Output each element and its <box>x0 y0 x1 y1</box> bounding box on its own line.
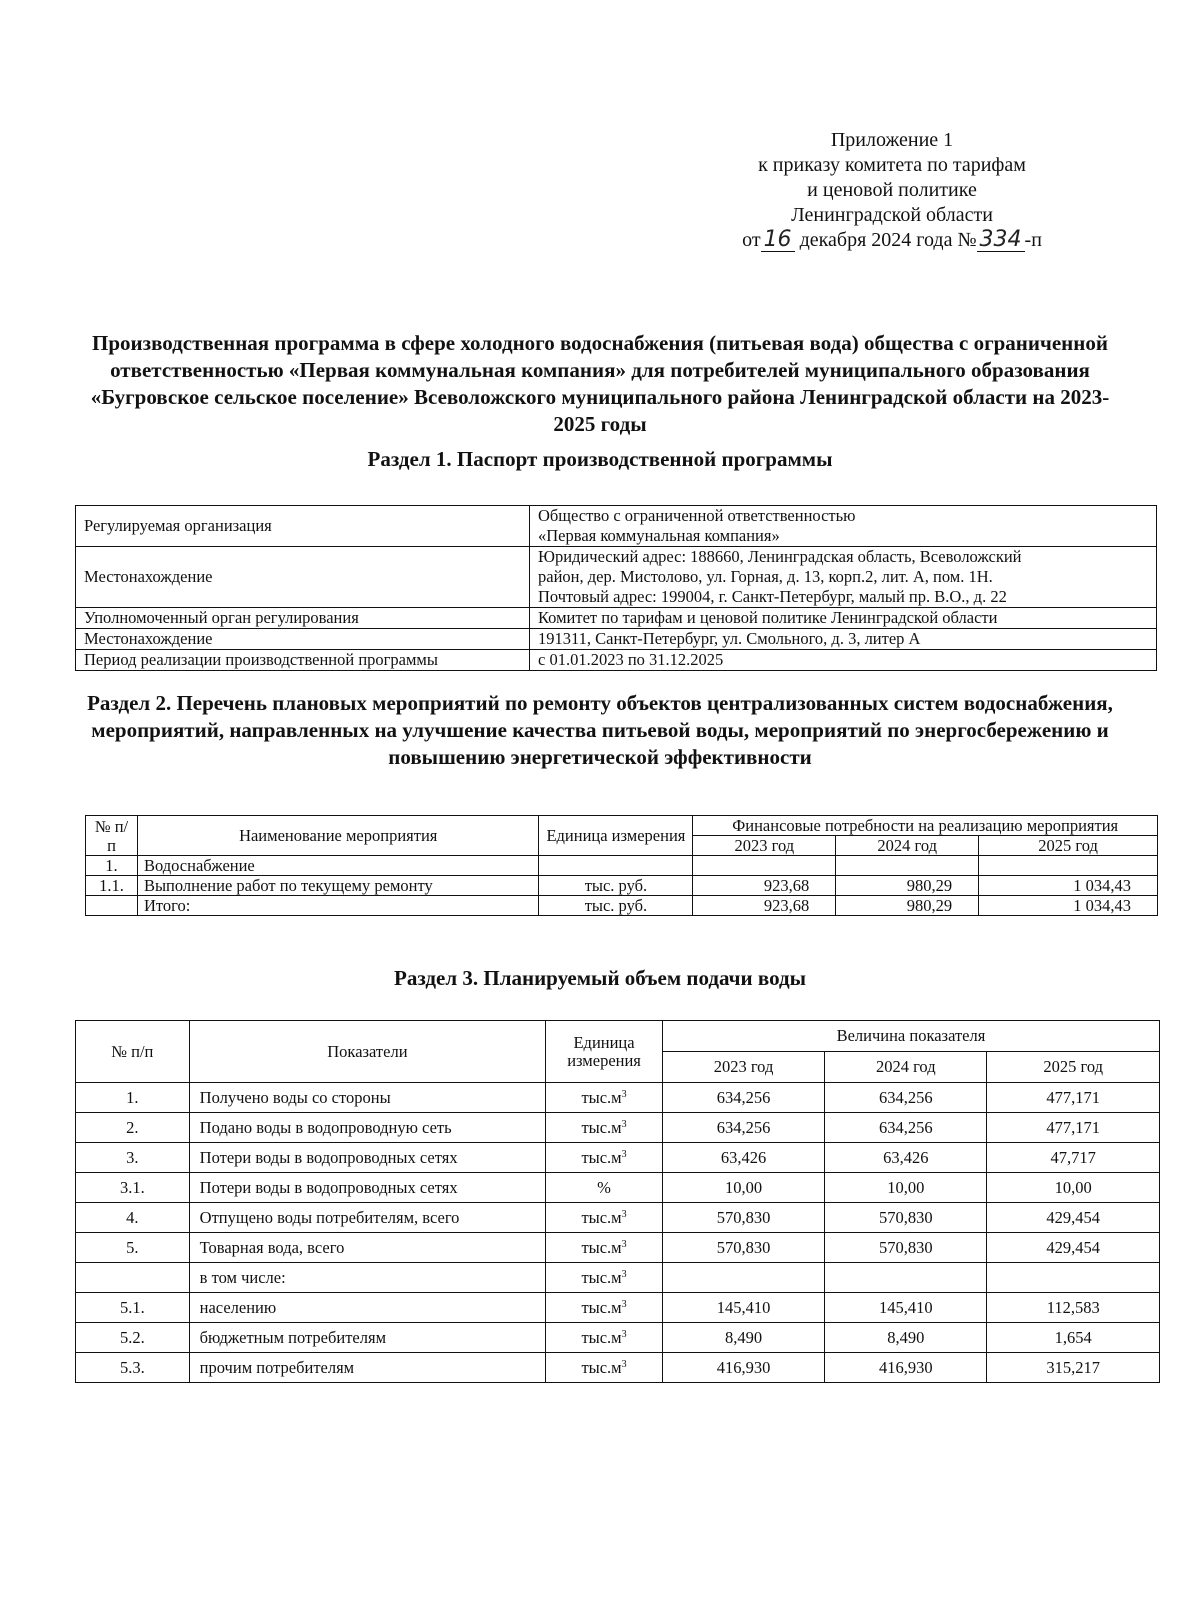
value-2025 <box>987 1263 1160 1293</box>
passport-label: Регулируемая организация <box>76 506 530 547</box>
col-header-unit: Единица измерения <box>539 816 693 856</box>
passport-value <box>530 650 1157 671</box>
passport-row <box>76 506 1157 547</box>
value-2025: 477,171 <box>987 1113 1160 1143</box>
value-2024: 8,490 <box>825 1323 987 1353</box>
unit-text: тыс.м <box>581 1117 622 1137</box>
unit-superscript: 3 <box>621 1298 627 1310</box>
passport-value <box>530 547 1157 608</box>
value-2024: 980,29 <box>836 896 979 916</box>
unit-superscript: 3 <box>621 1148 627 1160</box>
indicator-name: Отпущено воды потребителям, всего <box>189 1203 546 1233</box>
appendix-line-3: и ценовой политике <box>807 179 977 201</box>
handwritten-day: 16 <box>761 229 795 252</box>
unit-cell <box>546 1233 663 1263</box>
table-row <box>76 1143 1160 1173</box>
unit-cell <box>546 1113 663 1143</box>
passport-label: Уполномоченный орган регулирования <box>76 608 530 629</box>
unit-text: % <box>597 1177 611 1197</box>
unit-text: тыс.м <box>581 1147 622 1167</box>
passport-value-line: Комитет по тарифам и ценовой политике Ленинградской области <box>538 608 998 627</box>
passport-row <box>76 650 1157 671</box>
value-2023: 570,830 <box>662 1233 824 1263</box>
passport-value-line: Общество с ограниченной ответственностью <box>538 506 856 525</box>
indicator-name: прочим потребителям <box>189 1353 546 1383</box>
value-2024 <box>825 1263 987 1293</box>
appendix-line-4: Ленинградской области <box>791 204 993 226</box>
row-number: 1.1. <box>86 876 138 896</box>
table-row <box>76 1173 1160 1203</box>
indicator-name: бюджетным потребителям <box>189 1323 546 1353</box>
table-row <box>86 856 1158 876</box>
row-number: 1. <box>76 1083 190 1113</box>
unit-text: тыс.м <box>581 1207 622 1227</box>
col-header-num: № п/п <box>86 816 138 856</box>
row-number: 4. <box>76 1203 190 1233</box>
table-row <box>86 896 1158 916</box>
unit-text: тыс.м <box>581 1087 622 1107</box>
value-2023: 8,490 <box>662 1323 824 1353</box>
value-2023: 10,00 <box>662 1173 824 1203</box>
indicator-name: Потери воды в водопроводных сетях <box>189 1143 546 1173</box>
value-2023: 63,426 <box>662 1143 824 1173</box>
unit-superscript: 3 <box>621 1088 627 1100</box>
section-3-title: Раздел 3. Планируемый объем подачи воды <box>394 966 806 990</box>
table-row <box>76 1263 1160 1293</box>
value-2025: 47,717 <box>987 1143 1160 1173</box>
row-number: 3. <box>76 1143 190 1173</box>
water-supply-table <box>75 1020 1160 1383</box>
value-2023: 923,68 <box>693 876 836 896</box>
indicator-name: Получено воды со стороны <box>189 1083 546 1113</box>
section-1-title: Раздел 1. Паспорт производственной программы <box>367 447 833 471</box>
table-row <box>86 876 1158 896</box>
appendix-line-1: Приложение 1 <box>830 129 954 151</box>
value-2023 <box>693 856 836 876</box>
appendix-header <box>712 128 1072 253</box>
row-number: 5.2. <box>76 1323 190 1353</box>
value-2023 <box>662 1263 824 1293</box>
passport-value <box>530 506 1157 547</box>
order-date-line <box>712 228 1072 253</box>
unit-cell <box>546 1083 663 1113</box>
unit-text: тыс.м <box>581 1237 622 1257</box>
unit-text: тыс.м <box>581 1267 622 1287</box>
value-2024: 634,256 <box>825 1083 987 1113</box>
row-number: 2. <box>76 1113 190 1143</box>
document-title: Производственная программа в сфере холодного водоснабжения (питьевая вода) общества с ограниченной ответственностью «Первая коммунальная компания» для потребителей муниципального образования «Бугровское сельское поселение» Всеволожского муниципального района Ленинградской области на 2023-2025 годы <box>90 331 1110 436</box>
unit-superscript: 3 <box>621 1358 627 1370</box>
col-header-2025: 2025 год <box>987 1052 1160 1083</box>
row-number: 5.3. <box>76 1353 190 1383</box>
value-2024: 10,00 <box>825 1173 987 1203</box>
unit-cell <box>546 1293 663 1323</box>
passport-value-line: Почтовый адрес: 199004, г. Санкт-Петербург, малый пр. В.О., д. 22 <box>538 587 1007 606</box>
appendix-line-2: к приказу комитета по тарифам <box>758 154 1026 176</box>
passport-value-line: район, дер. Мистолово, ул. Горная, д. 13, корп.2, лит. А, пом. 1Н. <box>538 567 993 586</box>
row-number: 5. <box>76 1233 190 1263</box>
unit-superscript: 3 <box>621 1268 627 1280</box>
handwritten-order-number: 334 <box>977 229 1025 252</box>
row-number: 5.1. <box>76 1293 190 1323</box>
table-row <box>76 1113 1160 1143</box>
indicator-name: Товарная вода, всего <box>189 1233 546 1263</box>
passport-row <box>76 608 1157 629</box>
col-header-indicator: Показатели <box>189 1021 546 1083</box>
value-2025: 429,454 <box>987 1203 1160 1233</box>
value-2024: 145,410 <box>825 1293 987 1323</box>
col-header-2024: 2024 год <box>825 1052 987 1083</box>
value-2023: 634,256 <box>662 1113 824 1143</box>
row-number <box>86 896 138 916</box>
value-2024: 980,29 <box>836 876 979 896</box>
unit-cell <box>546 1353 663 1383</box>
unit-superscript: 3 <box>621 1328 627 1340</box>
passport-row <box>76 547 1157 608</box>
col-header-2023: 2023 год <box>693 836 836 856</box>
measure-name: Итого: <box>137 896 539 916</box>
value-2024: 63,426 <box>825 1143 987 1173</box>
value-2023: 145,410 <box>662 1293 824 1323</box>
col-header-2025: 2025 год <box>979 836 1158 856</box>
unit-cell <box>546 1263 663 1293</box>
indicator-name: в том числе: <box>189 1263 546 1293</box>
col-header-2024: 2024 год <box>836 836 979 856</box>
col-header-name: Наименование мероприятия <box>137 816 539 856</box>
row-number: 1. <box>86 856 138 876</box>
passport-label: Местонахождение <box>76 629 530 650</box>
passport-value <box>530 608 1157 629</box>
unit-superscript: 3 <box>621 1238 627 1250</box>
value-2024: 634,256 <box>825 1113 987 1143</box>
unit-cell <box>546 1173 663 1203</box>
table-row <box>76 1203 1160 1233</box>
section-2-title: Раздел 2. Перечень плановых мероприятий по ремонту объектов централизованных систем водоснабжения, мероприятий, направленных на улучшение качества питьевой воды, мероприятий по энергосбережению и повышению энергетической эффективности <box>87 691 1113 769</box>
indicator-name: населению <box>189 1293 546 1323</box>
date-middle: декабря 2024 года № <box>799 229 977 251</box>
col-header-unit: Единица измерения <box>546 1021 663 1083</box>
passport-label: Местонахождение <box>76 547 530 608</box>
value-2025: 1 034,43 <box>979 896 1158 916</box>
unit-cell <box>539 856 693 876</box>
col-header-value: Величина показателя <box>662 1021 1159 1052</box>
unit-text: тыс.м <box>581 1327 622 1347</box>
col-header-2023: 2023 год <box>662 1052 824 1083</box>
measure-name: Выполнение работ по текущему ремонту <box>137 876 539 896</box>
indicator-name: Потери воды в водопроводных сетях <box>189 1173 546 1203</box>
unit-text: тыс.м <box>581 1297 622 1317</box>
unit-cell: тыс. руб. <box>539 876 693 896</box>
table-row <box>76 1083 1160 1113</box>
passport-label: Период реализации производственной программы <box>76 650 530 671</box>
passport-value <box>530 629 1157 650</box>
date-suffix: -п <box>1024 229 1042 251</box>
value-2024: 570,830 <box>825 1233 987 1263</box>
value-2024: 416,930 <box>825 1353 987 1383</box>
table-row <box>76 1233 1160 1263</box>
value-2025: 112,583 <box>987 1293 1160 1323</box>
unit-superscript: 3 <box>621 1118 627 1130</box>
unit-cell <box>546 1143 663 1173</box>
unit-cell <box>546 1203 663 1233</box>
passport-value-line: Юридический адрес: 188660, Ленинградская область, Всеволожский <box>538 547 1022 566</box>
passport-table <box>75 505 1157 671</box>
value-2024 <box>836 856 979 876</box>
value-2025: 1 034,43 <box>979 876 1158 896</box>
measures-table <box>85 815 1158 916</box>
passport-value-line: с 01.01.2023 по 31.12.2025 <box>538 650 724 669</box>
unit-superscript: 3 <box>621 1208 627 1220</box>
value-2023: 923,68 <box>693 896 836 916</box>
measure-name: Водоснабжение <box>137 856 539 876</box>
table-row <box>76 1323 1160 1353</box>
value-2025: 10,00 <box>987 1173 1160 1203</box>
value-2023: 634,256 <box>662 1083 824 1113</box>
value-2025: 477,171 <box>987 1083 1160 1113</box>
value-2023: 416,930 <box>662 1353 824 1383</box>
value-2024: 570,830 <box>825 1203 987 1233</box>
value-2023: 570,830 <box>662 1203 824 1233</box>
table-row <box>76 1353 1160 1383</box>
unit-cell <box>546 1323 663 1353</box>
date-prefix: от <box>742 229 761 251</box>
value-2025: 1,654 <box>987 1323 1160 1353</box>
col-header-num: № п/п <box>76 1021 190 1083</box>
indicator-name: Подано воды в водопроводную сеть <box>189 1113 546 1143</box>
value-2025: 315,217 <box>987 1353 1160 1383</box>
value-2025: 429,454 <box>987 1233 1160 1263</box>
passport-value-line: 191311, Санкт-Петербург, ул. Смольного, д. 3, литер А <box>538 629 921 648</box>
unit-text: тыс.м <box>581 1357 622 1377</box>
passport-value-line: «Первая коммунальная компания» <box>538 526 780 545</box>
row-number <box>76 1263 190 1293</box>
unit-cell: тыс. руб. <box>539 896 693 916</box>
table-row <box>76 1293 1160 1323</box>
passport-row <box>76 629 1157 650</box>
col-header-financial: Финансовые потребности на реализацию мероприятия <box>693 816 1158 836</box>
row-number: 3.1. <box>76 1173 190 1203</box>
value-2025 <box>979 856 1158 876</box>
